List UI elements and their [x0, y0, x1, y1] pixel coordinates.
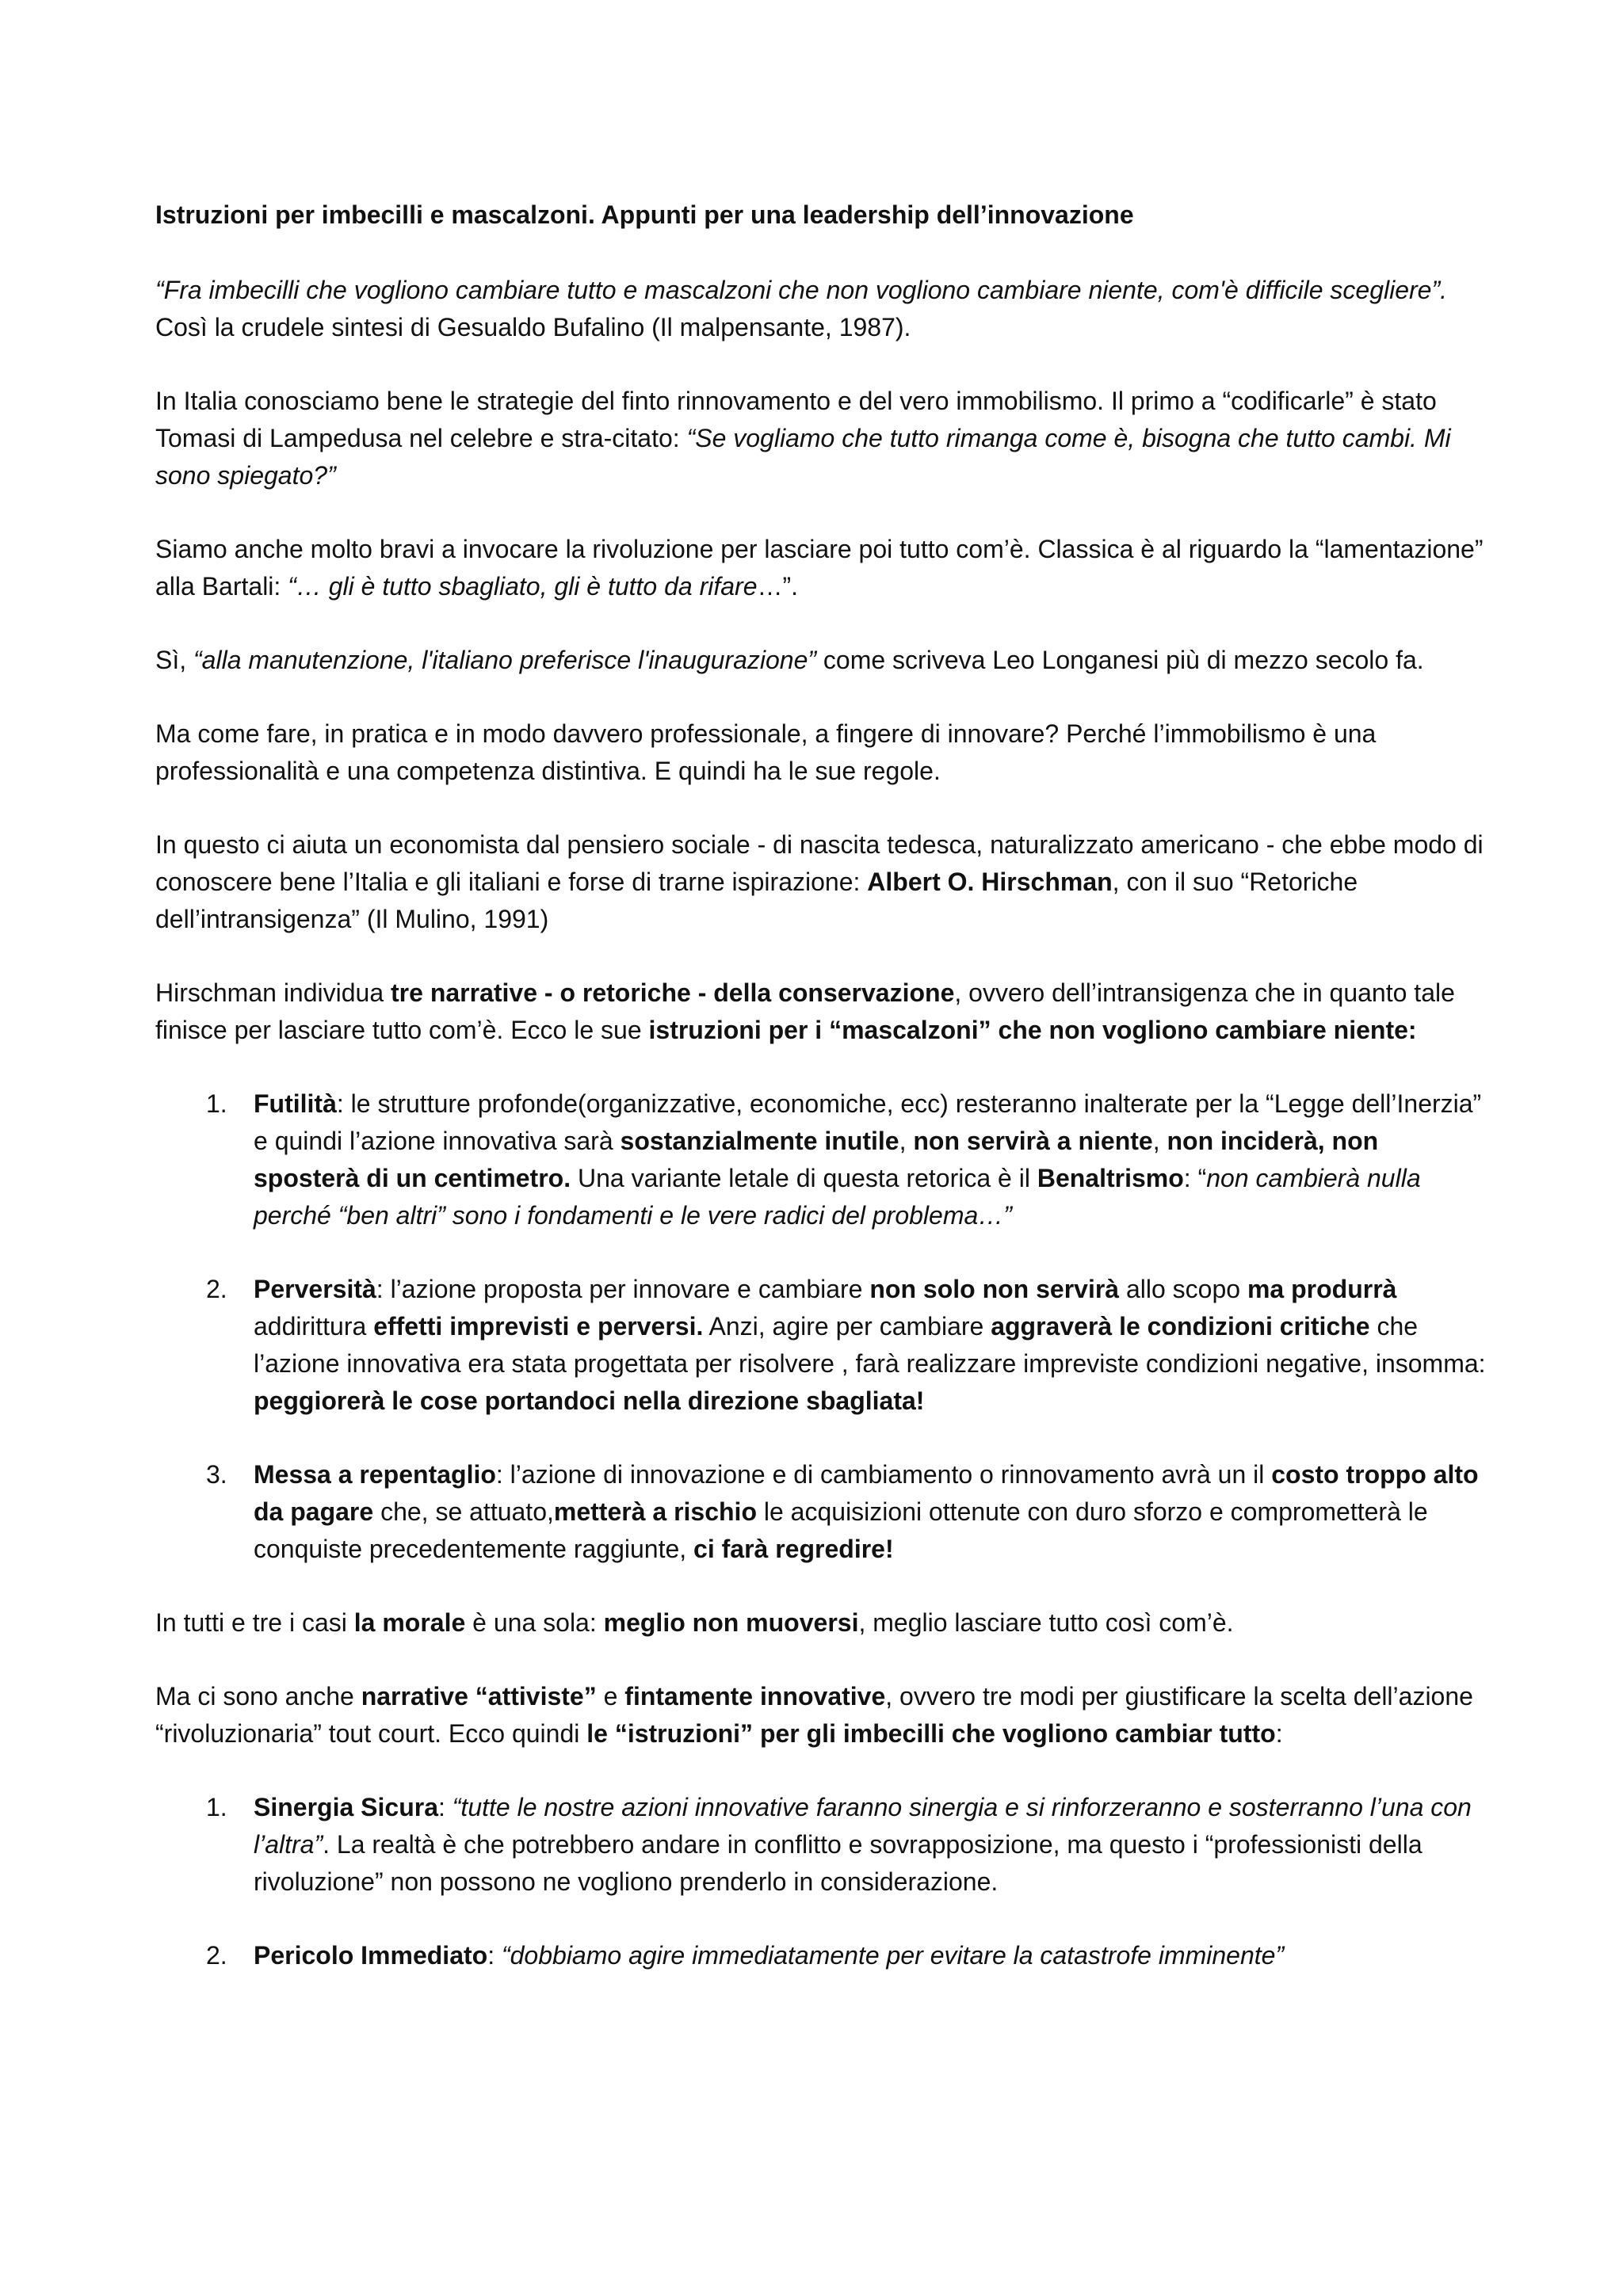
bold-span: non solo non servirà [869, 1275, 1120, 1303]
paragraph-bufalino [155, 272, 1487, 346]
paragraph-three-narratives [155, 974, 1487, 1049]
text-span: : [1275, 1719, 1283, 1748]
italic-span: non cambierà nulla perché “ben altri” sono i fondamenti e le vere radici del problema…” [254, 1164, 1421, 1230]
list-number: 3. [206, 1460, 227, 1489]
paragraph-longanesi [155, 642, 1487, 679]
text-span: , [1152, 1127, 1167, 1155]
text-span: In questo ci aiuta un economista dal pensiero sociale - di nascita tedesca, naturalizzato americano - che ebbe modo di conoscere bene l’Italia e gli italiani e forse di trarne ispirazione: [155, 830, 1484, 896]
text-span: che l’azione innovativa era stata progettata per risolvere , farà realizzare impreviste condizioni negative, insomma: [254, 1312, 1486, 1378]
text-span: è una sola: [465, 1608, 604, 1637]
text-span: allo scopo [1119, 1275, 1247, 1303]
author-name: Albert O. Hirschman [867, 868, 1113, 896]
bold-span: fintamente innovative [624, 1682, 886, 1711]
bold-span: le “istruzioni” per gli imbecilli che vogliono cambiar tutto [586, 1719, 1276, 1748]
quote-bartali: “… gli è tutto sbagliato, gli è tutto da rifare [288, 572, 758, 601]
text-span: , meglio lasciare tutto così com’è. [858, 1608, 1234, 1637]
text-span: . La realtà è che potrebbero andare in conflitto e sovrapposizione, ma questo i “professionisti della rivoluzione” non possono ne vogliono prenderlo in considerazione. [254, 1830, 1423, 1896]
text-span: Hirschman individua [155, 978, 391, 1007]
list-item-sinergia-sicura [155, 1789, 1487, 1901]
list-number: 2. [206, 1275, 227, 1303]
text-span: : le strutture profonde(organizzative, economiche, ecc) resteranno inalterate per la “Legge dell’Inerzia” e quindi l’azione innovativa sarà [254, 1089, 1482, 1155]
revolution-list [155, 1789, 1487, 1974]
text-span: In Italia conosciamo bene le strategie del finto rinnovamento e del vero immobilismo. Il primo a “codificarle” è stato Tomasi di Lampedusa nel celebre e stra-citato: [155, 387, 1437, 452]
bold-span: aggraverà le condizioni critiche [991, 1312, 1370, 1341]
list-item-perversita [155, 1271, 1487, 1420]
text-span: Siamo anche molto bravi a invocare la rivoluzione per lasciare poi tutto com’è. Classica è al riguardo la “lamentazione” alla Bartali: [155, 535, 1484, 601]
quote-longanesi: “alla manutenzione, l'italiano preferisce l'inaugurazione” [193, 646, 817, 674]
text-span: e [596, 1682, 625, 1711]
bold-span: meglio non muoversi [603, 1608, 859, 1637]
text-span: le acquisizioni ottenute con duro sforzo e comprometterà le conquiste precedentemente raggiunte, [254, 1497, 1428, 1563]
text-span: addirittura [254, 1312, 374, 1341]
text-span: …”. [757, 572, 799, 601]
document-title: Istruzioni per imbecilli e mascalzoni. Appunti per una leadership dell’innovazione [155, 200, 1134, 229]
document-body [155, 196, 1487, 2011]
bold-span: ma produrrà [1247, 1275, 1397, 1303]
text-span: Così la crudele sintesi di Gesualdo Bufalino (Il malpensante, 1987). [155, 313, 911, 341]
paragraph-hirschman-intro [155, 826, 1487, 938]
italic-span: “dobbiamo agire immediatamente per evitare la catastrofe imminente” [501, 1941, 1285, 1970]
list-number: 1. [206, 1089, 227, 1118]
list-item-futilita [155, 1085, 1487, 1234]
list-item-pericolo-immediato [155, 1937, 1487, 1974]
bold-span: Benaltrismo [1037, 1164, 1184, 1192]
bold-span: istruzioni per i “mascalzoni” che non vogliono cambiare niente: [648, 1016, 1417, 1044]
list-label: Sinergia Sicura [254, 1793, 438, 1821]
text-span: In tutti e tre i casi [155, 1608, 354, 1637]
text-span: , [899, 1127, 914, 1155]
list-number: 1. [206, 1793, 227, 1821]
text-span: : l’azione proposta per innovare e cambiare [376, 1275, 870, 1303]
bold-span: peggiorerà le cose portandoci nella direzione sbagliata! [254, 1386, 925, 1415]
text-span: , con il suo “Retoriche dell’intransigenza” (Il Mulino, 1991) [155, 868, 1358, 933]
bold-span: non inciderà, non sposterà di un centimetro. [254, 1127, 1379, 1192]
paragraph-bartali [155, 531, 1487, 605]
bold-span: costo troppo alto da pagare [254, 1460, 1479, 1526]
conservation-list [155, 1085, 1487, 1568]
text-span: come scriveva Leo Longanesi più di mezzo secolo fa. [816, 646, 1424, 674]
text-span: : [487, 1941, 502, 1970]
paragraph-narrative-attiviste [155, 1678, 1487, 1753]
paragraph-immobilismo: Ma come fare, in pratica e in modo davvero professionale, a fingere di innovare? Perché l’immobilismo è una professionalità e una competenza distintiva. E quindi ha le sue regole. [155, 719, 1377, 785]
bold-span: la morale [353, 1608, 466, 1637]
text-span: Anzi, agire per cambiare [703, 1312, 991, 1341]
bold-span: metterà a rischio [553, 1497, 757, 1526]
quote-bufalino: “Fra imbecilli che vogliono cambiare tutto e mascalzoni che non vogliono cambiare niente, com'è difficile scegliere”. [155, 276, 1447, 304]
text-span: Sì, [155, 646, 194, 674]
quote-lampedusa: “Se vogliamo che tutto rimanga come è, bisogna che tutto cambi. Mi sono spiegato?” [155, 424, 1451, 490]
paragraph-lampedusa [155, 383, 1487, 494]
paragraph-morale [155, 1604, 1487, 1642]
text-span: : l’azione di innovazione e di cambiamento o rinnovamento avrà un il [495, 1460, 1272, 1489]
text-span: : [437, 1793, 453, 1821]
bold-span: sostanzialmente inutile [620, 1127, 899, 1155]
list-label: Futilità [254, 1089, 337, 1118]
list-item-messa-a-repentaglio [155, 1456, 1487, 1568]
bold-span: tre narrative - o retoriche - della conservazione [391, 978, 955, 1007]
text-span: che, se attuato, [373, 1497, 554, 1526]
bold-span: non servirà a niente [913, 1127, 1153, 1155]
text-span: Una variante letale di questa retorica è il [571, 1164, 1037, 1192]
list-number: 2. [206, 1941, 227, 1970]
list-label: Pericolo Immediato [254, 1941, 488, 1970]
text-span: Ma ci sono anche [155, 1682, 361, 1711]
bold-span: effetti imprevisti e perversi. [373, 1312, 704, 1341]
text-span: , ovvero tre modi per giustificare la scelta dell’azione “rivoluzionaria” tout court. Ecco quindi [155, 1682, 1473, 1748]
bold-span: ci farà regredire! [693, 1535, 894, 1563]
italic-span: “tutte le nostre azioni innovative faranno sinergia e si rinforzeranno e sosterranno l’una con l’altra” [254, 1793, 1472, 1859]
list-label: Messa a repentaglio [254, 1460, 496, 1489]
text-span: : “ [1183, 1164, 1207, 1192]
bold-span: narrative “attiviste” [361, 1682, 597, 1711]
text-span: , ovvero dell’intransigenza che in quanto tale finisce per lasciare tutto com’è. Ecco le sue [155, 978, 1455, 1044]
list-label: Perversità [254, 1275, 376, 1303]
